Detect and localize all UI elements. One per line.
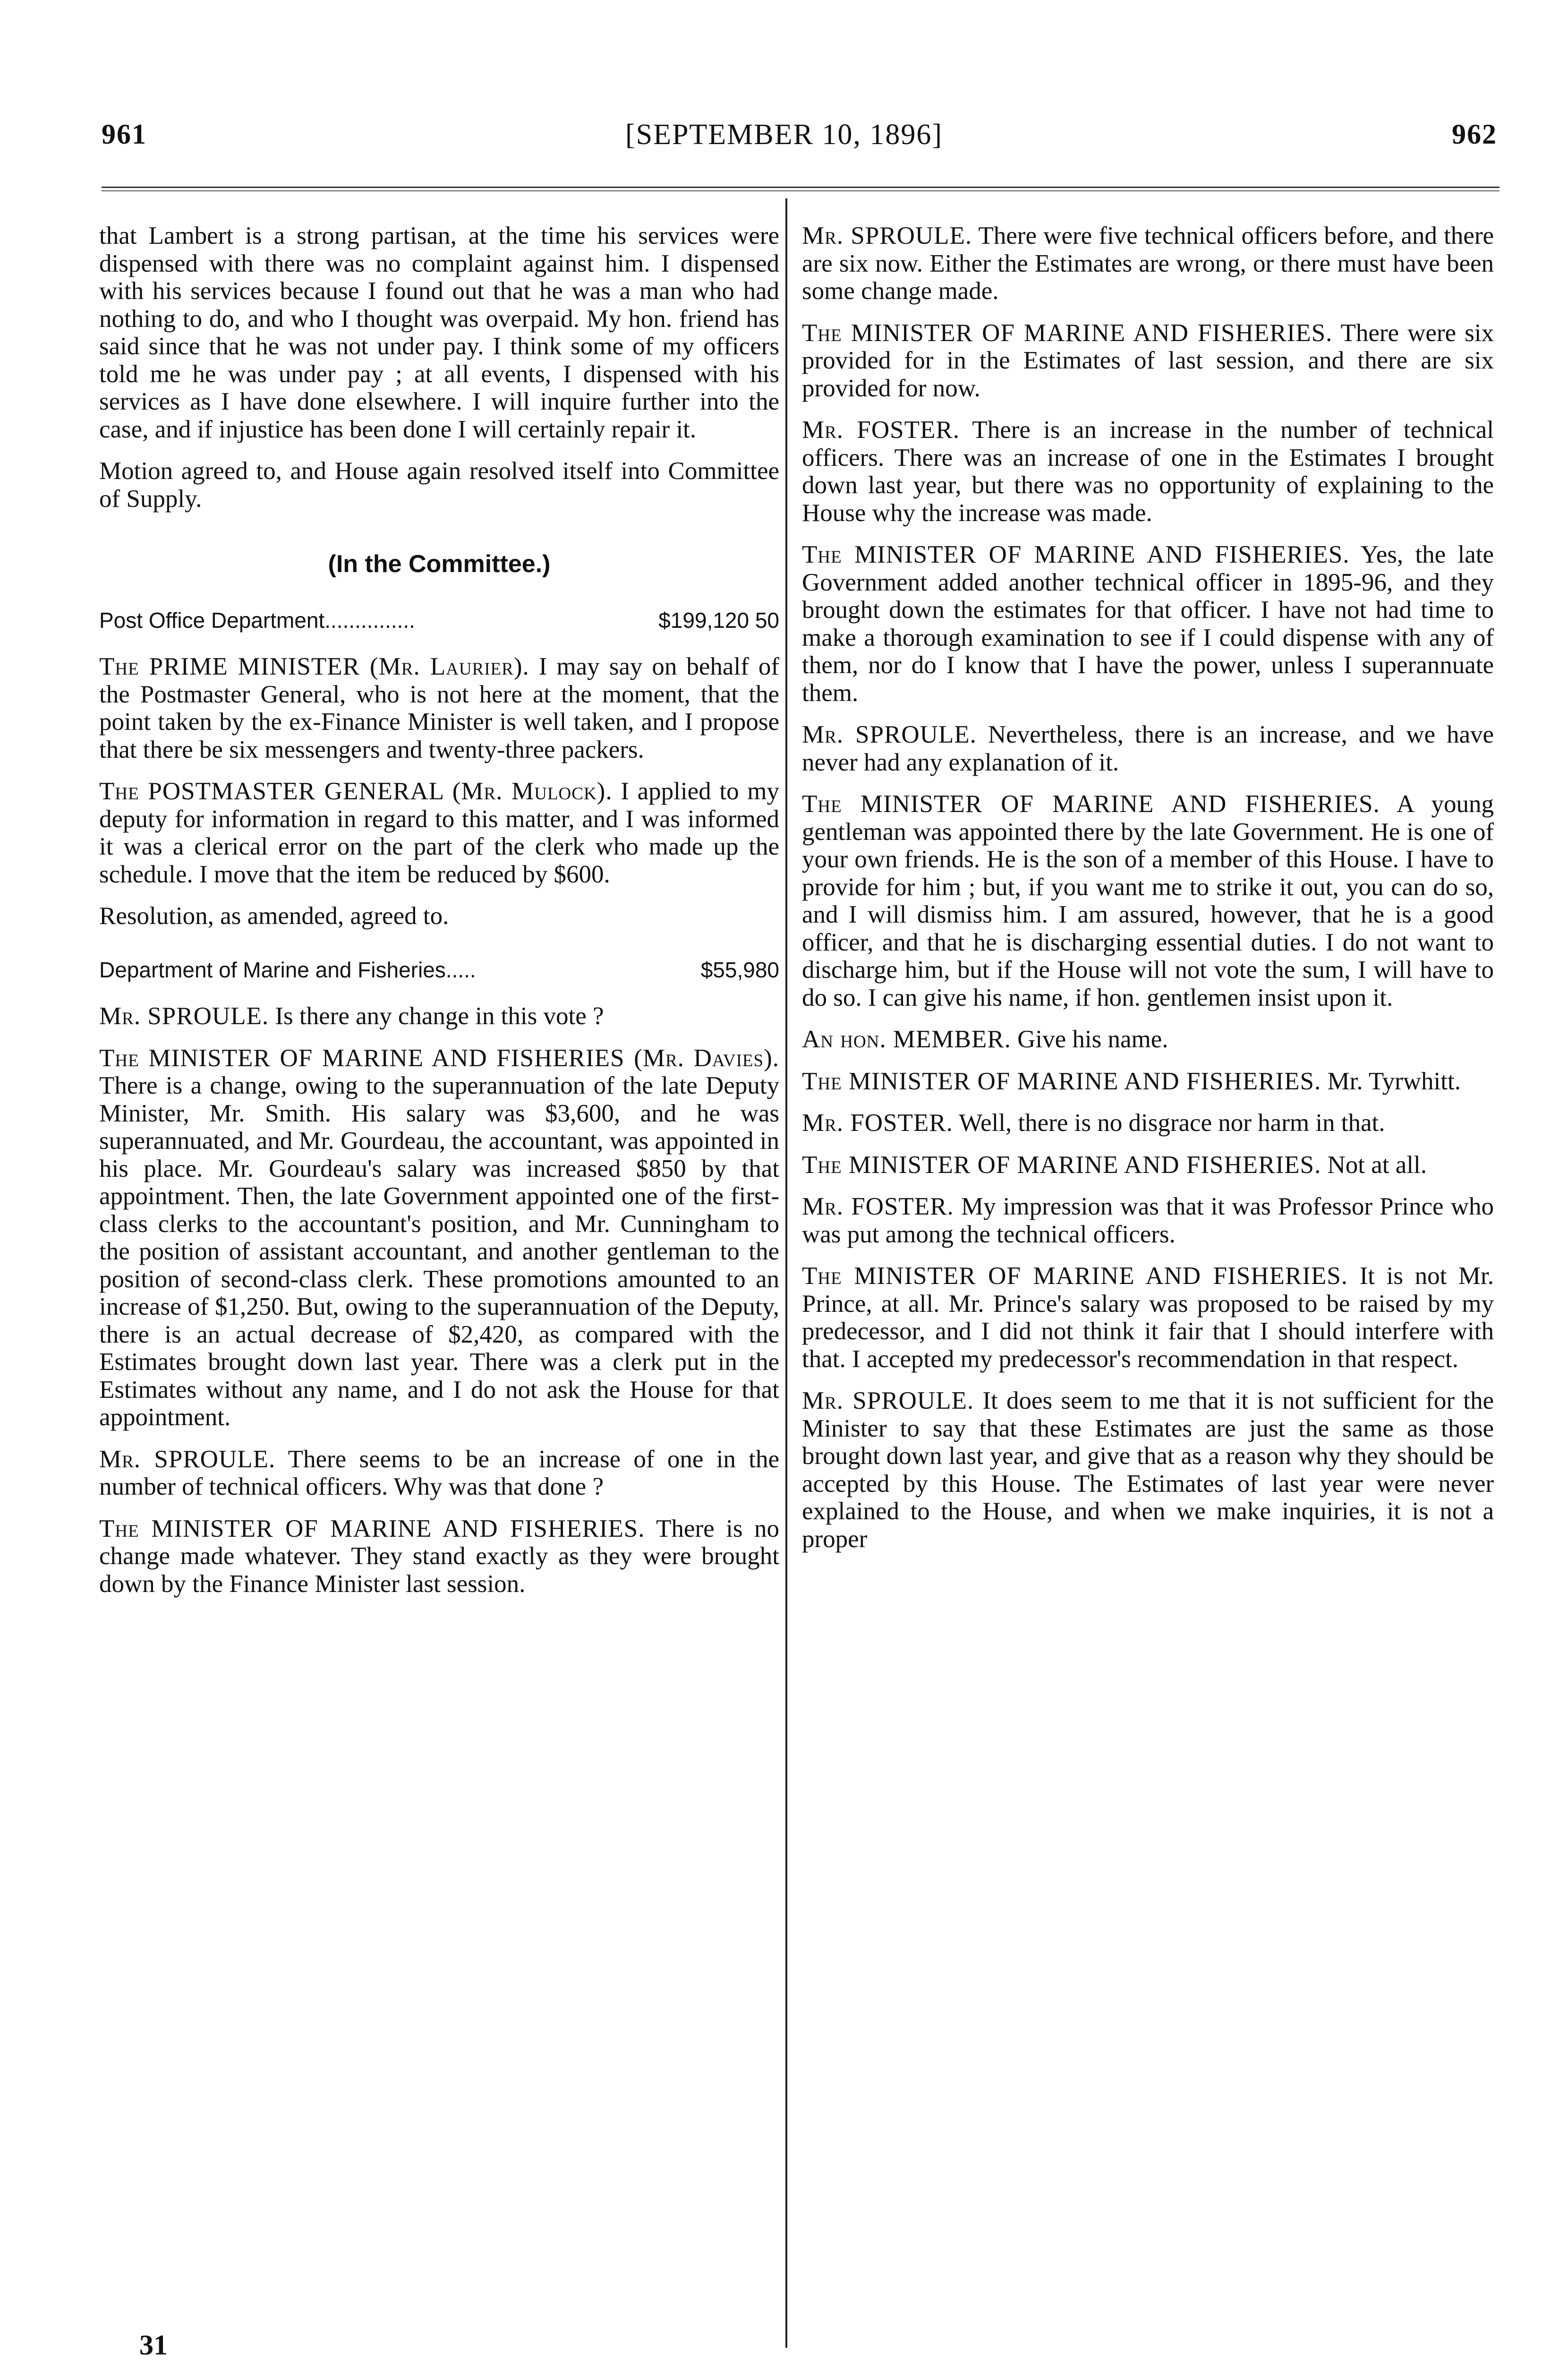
paragraph: [99, 1446, 779, 1501]
paragraph-text: Mr. Tyrwhitt.: [1327, 1067, 1461, 1095]
paragraph-text: It is not Mr. Prince, at all. Mr. Prince's salary was proposed to be raised by my predecessor, and I did not think it fair that I should interfere with that. I accepted my predecessor's recommendation in that respect.: [802, 1262, 1494, 1373]
supply-item-label: Department of Marine and Fisheries.....: [99, 957, 476, 982]
speaker: The MINISTER OF MARINE AND FISHERIES.: [802, 541, 1350, 568]
supply-item: [99, 956, 779, 984]
speaker: Mr. FOSTER.: [802, 1193, 954, 1220]
paragraph: [802, 1262, 1494, 1373]
paragraph: [99, 1044, 779, 1431]
paragraph: [99, 222, 779, 443]
left-column: [99, 222, 779, 1612]
paragraph: [99, 457, 779, 513]
speaker: Mr. SPROULE.: [802, 1387, 974, 1414]
committee-heading: (In the Committee.): [328, 550, 551, 578]
paragraph: [802, 416, 1494, 527]
signature-number: 31: [139, 2329, 168, 2361]
paragraph: [99, 653, 779, 763]
paragraph-text: There is a change, owing to the superannuation of the late Deputy Minister, Mr. Smith. His salary was $3,600, and he was superannuated, and Mr. Gourdeau, the accountant, was appointed in his place. Mr. Gourdeau's salary was increased $850 by that appointment. Then, the late Government appointed one of the first-class clerks to the accountant's position, and Mr. Cunningham to the position of assistant accountant, and another gentleman to the position of second-class clerk. These promotions amounted to an increase of $1,250. But, owing to the superannuation of the Deputy, there is an actual decrease of $2,420, as compared with the Estimates brought down last year. There was a clerk put in the Estimates without any name, and I do not ask the House for that appointment.: [99, 1072, 779, 1431]
supply-item-amount: $199,120 50: [658, 608, 779, 633]
header-date: [SEPTEMBER 10, 1896]: [625, 119, 943, 151]
speaker: Mr. SPROULE.: [802, 721, 977, 748]
speaker: The POSTMASTER GENERAL (Mr. Mulock).: [99, 778, 613, 805]
speaker: An hon. MEMBER.: [802, 1026, 1011, 1053]
paragraph-text: There is no change made whatever. They stand exactly as they were brought down by the Finance Minister last session.: [99, 1515, 779, 1598]
speaker: Mr. SPROULE.: [99, 1445, 276, 1473]
paragraph-text: There seems to be an increase of one in the number of technical officers. Why was that done ?: [99, 1445, 779, 1500]
speaker: The MINISTER OF MARINE AND FISHERIES.: [802, 1262, 1348, 1290]
paragraph-text: I may say on behalf of the Postmaster General, who is not here at the moment, that the point taken by the ex-Finance Minister is well taken, and I propose that there be six messengers and twenty-three packers.: [99, 653, 779, 763]
paragraph: [802, 541, 1494, 707]
speaker: The MINISTER OF MARINE AND FISHERIES.: [802, 319, 1333, 347]
paragraph-text: Yes, the late Government added another technical officer in 1895-96, and they brought down the estimates for that officer. I have not had time to make a thorough examination to see if I could dispense with any of them, nor do I know that I have the power, unless I superannuate them.: [802, 541, 1494, 707]
header-rule: [102, 187, 1500, 191]
speaker: Mr. SPROULE.: [802, 222, 972, 249]
supply-item-label: Post Office Department...............: [99, 608, 415, 633]
supply-item-amount: $55,980: [700, 957, 779, 982]
paragraph: [99, 902, 779, 930]
paragraph-text: Motion agreed to, and House again resolved itself into Committee of Supply.: [99, 457, 779, 513]
speaker: Mr. SPROULE.: [99, 1002, 269, 1030]
paragraph: [802, 319, 1494, 402]
paragraph-text: I applied to my deputy for information in regard to this matter, and I was informed it was a clerical error on the part of the clerk who made up the schedule. I move that the item be reduced by $600.: [99, 778, 779, 888]
paragraph: [802, 1068, 1494, 1095]
speaker: Mr. FOSTER.: [802, 1109, 953, 1137]
paragraph: [802, 1109, 1494, 1137]
column-divider: [785, 198, 787, 2348]
paragraph: [802, 1387, 1494, 1553]
paragraph-text: Is there any change in this vote ?: [275, 1002, 604, 1030]
paragraph-text: There were five technical officers before, and there are six now. Either the Estimates are wrong, or there must have been some change made.: [802, 222, 1494, 305]
paragraph: [99, 1515, 779, 1598]
paragraph-text: My impression was that it was Professor Prince who was put among the technical officers.: [802, 1193, 1494, 1248]
speaker: The MINISTER OF MARINE AND FISHERIES.: [802, 1067, 1321, 1095]
speaker: The MINISTER OF MARINE AND FISHERIES (Mr. Davies).: [99, 1044, 779, 1072]
speaker: The MINISTER OF MARINE AND FISHERIES.: [802, 1151, 1321, 1179]
left-page-number: 961: [102, 119, 147, 150]
paragraph-text: Give his name.: [1017, 1026, 1168, 1053]
paragraph: [802, 1026, 1494, 1053]
speaker: The MINISTER OF MARINE AND FISHERIES.: [802, 790, 1380, 818]
paragraph-text: Resolution, as amended, agreed to.: [99, 902, 449, 930]
speaker: The MINISTER OF MARINE AND FISHERIES.: [99, 1515, 645, 1542]
paragraph-text: Not at all.: [1327, 1151, 1427, 1179]
paragraph: [802, 721, 1494, 776]
paragraph: [802, 222, 1494, 305]
paragraph: [802, 1151, 1494, 1179]
speaker: The PRIME MINISTER (Mr. Laurier).: [99, 653, 529, 680]
right-page-number: 962: [1452, 119, 1497, 150]
paragraph-text: A young gentleman was appointed there by the late Government. He is one of your own friends. He is the son of a member of this House. I have to provide for him ; but, if you want me to strike it out, you can do so, and I will dismiss him. I am assured, however, that he is a good officer, and that he is discharging essential duties. I do not want to discharge him, but if the House will not vote the sum, I will have to do so. I can give his name, if hon. gentlemen insist upon it.: [802, 790, 1494, 1011]
supply-item: [99, 607, 779, 634]
paragraph-text: There is an increase in the number of technical officers. There was an increase of one in the Estimates I brought down last year, but there was no opportunity of explaining to the House why the increase was made.: [802, 416, 1494, 527]
paragraph-text: Nevertheless, there is an increase, and we have never had any explanation of it.: [802, 721, 1494, 776]
paragraph-text: There were six provided for in the Estimates of last session, and there are six provided for now.: [802, 319, 1494, 402]
paragraph-text: It does seem to me that it is not sufficient for the Minister to say that these Estimates are just the same as those brought down last year, and give that as a reason why they should be accepted by this House. The Estimates of last year were never explained to the House, and when we make inquiries, it is not a proper: [802, 1387, 1494, 1553]
paragraph-text: Well, there is no disgrace nor harm in that.: [959, 1109, 1385, 1137]
paragraph-text: that Lambert is a strong partisan, at the time his services were dispensed with there was no complaint against him. I dispensed with his services because I found out that he was a man who had nothing to do, and who I thought was overpaid. My hon. friend has said since that he was not under pay. I think some of my officers told me he was under pay ; at all events, I dispensed with his services as I have done elsewhere. I will inquire further into the case, and if injustice has been done I will certainly repair it.: [99, 222, 779, 443]
paragraph: [802, 1193, 1494, 1248]
page-header: [0, 118, 1568, 161]
paragraph: [99, 778, 779, 888]
speaker: Mr. FOSTER.: [802, 416, 960, 444]
paragraph: [99, 1002, 779, 1030]
paragraph: [802, 790, 1494, 1011]
right-column: [802, 222, 1494, 1567]
